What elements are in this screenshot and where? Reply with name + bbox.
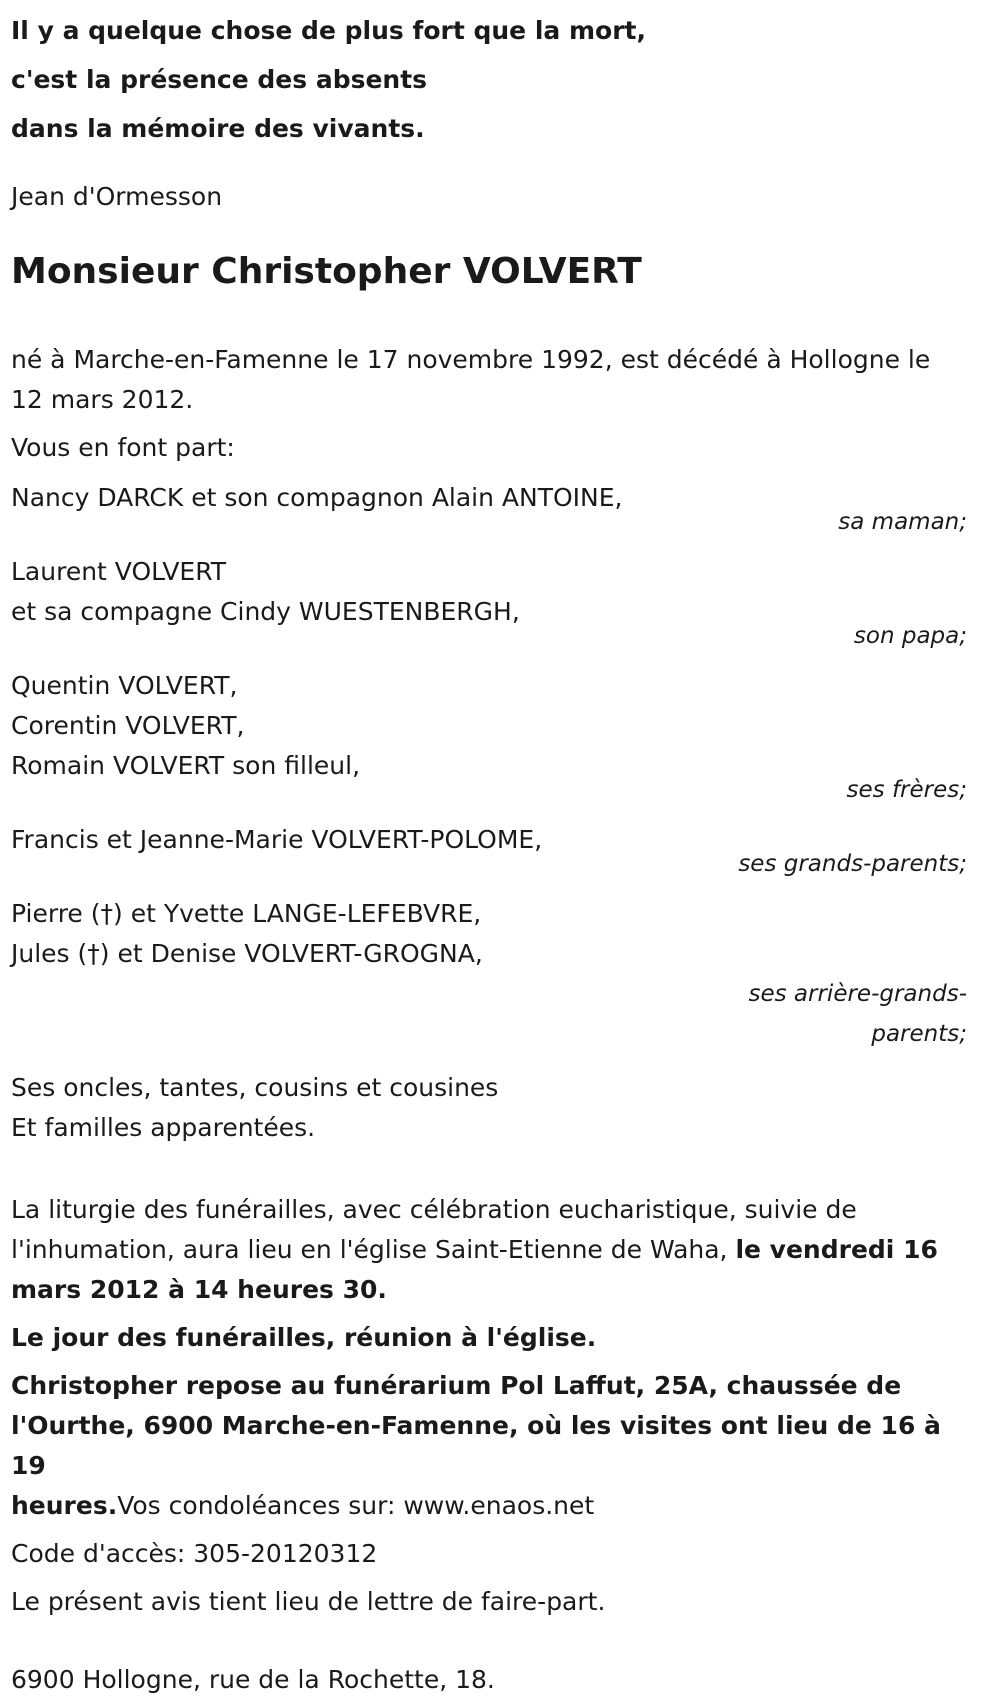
relation-label xyxy=(727,974,967,1054)
family-group-great-grandparents xyxy=(11,894,967,1054)
relation-label-line: ses arrière-grands- xyxy=(748,981,967,1007)
meeting-note: Le jour des funérailles, réunion à l'église. xyxy=(11,1323,597,1352)
family-line: Laurent VOLVERT xyxy=(11,557,227,586)
family-line: et sa compagne Cindy WUESTENBERGH, xyxy=(11,597,520,626)
notice-statement: Le présent avis tient lieu de lettre de faire-part. xyxy=(11,1587,606,1616)
liturgy-time: mars 2012 à 14 heures 30. xyxy=(11,1275,387,1304)
funeral-home-paragraph xyxy=(11,1366,967,1526)
liturgy-paragraph xyxy=(11,1190,967,1310)
relation-label: ses grands-parents; xyxy=(738,851,967,877)
relatives-block xyxy=(11,1068,967,1148)
quote-author: Jean d'Ormesson xyxy=(11,182,223,211)
deceased-name-title: Monsieur Christopher VOLVERT xyxy=(11,251,642,292)
relation-label: sa maman; xyxy=(838,509,967,535)
family-line: Jules (†) et Denise VOLVERT-GROGNA, xyxy=(11,939,483,968)
birth-line: 12 mars 2012. xyxy=(11,385,194,414)
family-line: Romain VOLVERT son filleul, xyxy=(11,751,361,780)
liturgy-line: La liturgie des funérailles, avec célébration eucharistique, suivie de xyxy=(11,1195,857,1224)
obituary-notice xyxy=(11,0,967,1700)
birth-death-statement xyxy=(11,340,967,420)
epigraph-quote xyxy=(11,6,967,153)
family-group-grandparents xyxy=(11,820,967,884)
funeral-home-line xyxy=(11,1486,967,1526)
birth-line: né à Marche-en-Famenne le 17 novembre 1992, est décédé à Hollogne le xyxy=(11,345,931,374)
family-line: Francis et Jeanne-Marie VOLVERT-POLOME, xyxy=(11,825,543,854)
liturgy-text: l'inhumation, aura lieu en l'église Saint-Etienne de Waha, xyxy=(11,1235,736,1264)
liturgy-date: le vendredi 16 xyxy=(735,1235,938,1264)
family-line: Corentin VOLVERT, xyxy=(11,711,245,740)
family-group-brothers xyxy=(11,666,967,810)
condolences-text: Vos condoléances sur: www.enaos.net xyxy=(117,1491,595,1520)
funeral-home-line: l'Ourthe, 6900 Marche-en-Famenne, où les visites ont lieu de 16 à 19 xyxy=(11,1411,941,1480)
quote-line: c'est la présence des absents xyxy=(11,65,428,94)
family-line: Quentin VOLVERT, xyxy=(11,671,238,700)
relatives-line: Et familles apparentées. xyxy=(11,1113,316,1142)
relation-label: ses frères; xyxy=(846,777,967,803)
liturgy-line xyxy=(11,1230,967,1270)
family-address: 6900 Hollogne, rue de la Rochette, 18. xyxy=(11,1665,495,1694)
funeral-home-line: Christopher repose au funérarium Pol Laffut, 25A, chaussée de xyxy=(11,1371,902,1400)
family-line: Pierre (†) et Yvette LANGE-LEFEBVRE, xyxy=(11,899,482,928)
access-code: Code d'accès: 305-20120312 xyxy=(11,1539,378,1568)
relation-label-line: parents; xyxy=(871,1021,967,1047)
family-line: Nancy DARCK et son compagnon Alain ANTOINE, xyxy=(11,483,623,512)
announce-intro: Vous en font part: xyxy=(11,433,235,462)
quote-line: Il y a quelque chose de plus fort que la mort, xyxy=(11,16,646,45)
family-group-mother xyxy=(11,478,967,542)
relatives-line: Ses oncles, tantes, cousins et cousines xyxy=(11,1073,499,1102)
quote-line: dans la mémoire des vivants. xyxy=(11,114,425,143)
family-group-father xyxy=(11,552,967,656)
relation-label: son papa; xyxy=(853,623,967,649)
visit-hours-end: heures. xyxy=(11,1491,118,1520)
